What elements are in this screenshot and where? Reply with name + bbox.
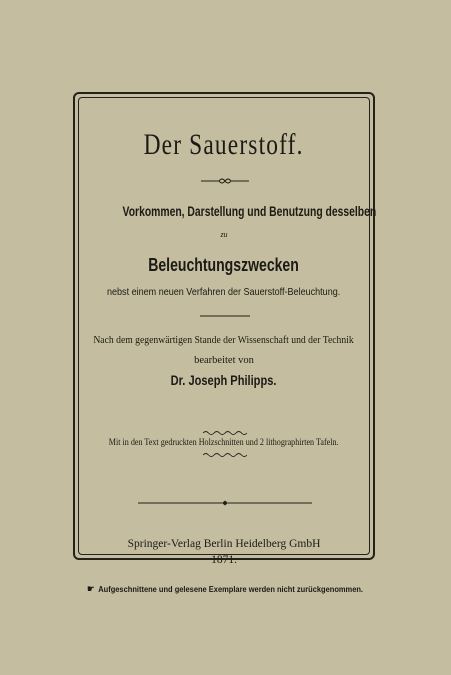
ornament-divider-bottom xyxy=(138,499,312,507)
edited-by-line: bearbeitet von xyxy=(194,355,254,366)
purpose-heading: Beleuchtungszwecken xyxy=(148,255,300,275)
publication-year: 1871. xyxy=(211,554,237,566)
wavy-divider-bottom xyxy=(203,452,247,458)
return-notice xyxy=(60,584,390,595)
wavy-divider-top xyxy=(203,430,247,436)
rule-divider xyxy=(200,314,250,318)
author-full-name: Joseph Philipps. xyxy=(188,373,277,388)
addition-line: nebst einem neuen Verfahren der Sauerstoff-Beleuchtung. xyxy=(107,286,341,298)
connector-word: zu xyxy=(220,230,228,239)
author-prefix: Dr. xyxy=(171,373,186,388)
ornament-divider-top xyxy=(200,176,250,186)
notice-text: Aufgeschnittene und gelesene Exemplare werden nicht zurückgenommen. xyxy=(98,584,364,594)
illustrations-line: Mit in den Text gedruckten Holzschnitten und 2 lithographirten Tafeln. xyxy=(109,437,339,447)
book-subtitle: Vorkommen, Darstellung und Benutzung desselben xyxy=(122,203,377,219)
state-line: Nach dem gegenwärtigen Stande der Wissenschaft und der Technik xyxy=(93,335,355,346)
publisher-name: Springer-Verlag Berlin Heidelberg GmbH xyxy=(127,538,321,550)
author-name xyxy=(78,373,370,388)
pointing-hand-icon: ☛ xyxy=(86,584,95,595)
book-title: Der Sauerstoff. xyxy=(143,128,305,161)
inner-border-frame xyxy=(78,97,377,555)
